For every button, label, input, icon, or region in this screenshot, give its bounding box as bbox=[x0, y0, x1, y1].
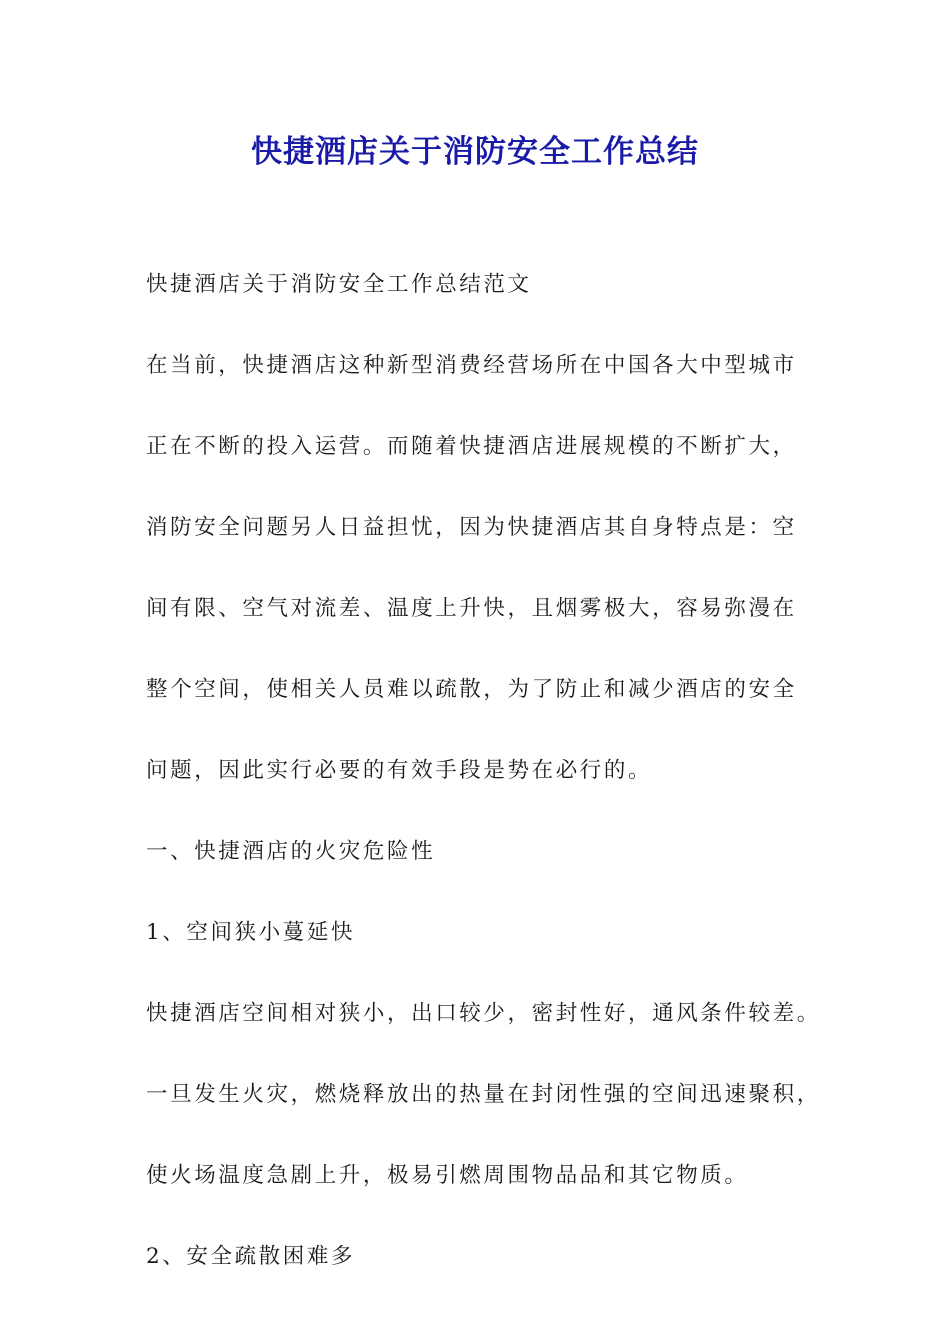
intro-line: 问题，因此实行必要的有效手段是势在必行的。 bbox=[146, 758, 653, 783]
intro-line: 消防安全问题另人日益担忧，因为快捷酒店其自身特点是：空 bbox=[146, 515, 797, 540]
item-1-paragraph bbox=[146, 992, 821, 1198]
intro-line: 正在不断的投入运营。而随着快捷酒店进展规模的不断扩大， bbox=[146, 434, 797, 459]
intro-line: 整个空间，使相关人员难以疏散，为了防止和减少酒店的安全 bbox=[146, 677, 797, 702]
item-1-heading: 1、空间狭小蔓延快 bbox=[146, 920, 356, 945]
item-2-heading: 2、安全疏散困难多 bbox=[146, 1244, 356, 1269]
section-1-heading: 一、快捷酒店的火灾危险性 bbox=[146, 839, 436, 864]
item-1-line: 一旦发生火灾，燃烧释放出的热量在封闭性强的空间迅速聚积， bbox=[146, 1082, 821, 1107]
document-subtitle: 快捷酒店关于消防安全工作总结范文 bbox=[146, 272, 532, 297]
intro-line: 间有限、空气对流差、温度上升快，且烟雾极大，容易弥漫在 bbox=[146, 596, 797, 621]
intro-paragraph bbox=[146, 344, 816, 793]
item-1-line: 快捷酒店空间相对狭小，出口较少，密封性好，通风条件较差。 bbox=[146, 1001, 821, 1026]
item-1-line: 使火场温度急剧上升，极易引燃周围物品品和其它物质。 bbox=[146, 1163, 749, 1188]
intro-line: 在当前，快捷酒店这种新型消费经营场所在中国各大中型城市 bbox=[146, 353, 797, 378]
document-body bbox=[146, 263, 821, 1316]
document-title: 快捷酒店关于消防安全工作总结 bbox=[251, 134, 699, 170]
